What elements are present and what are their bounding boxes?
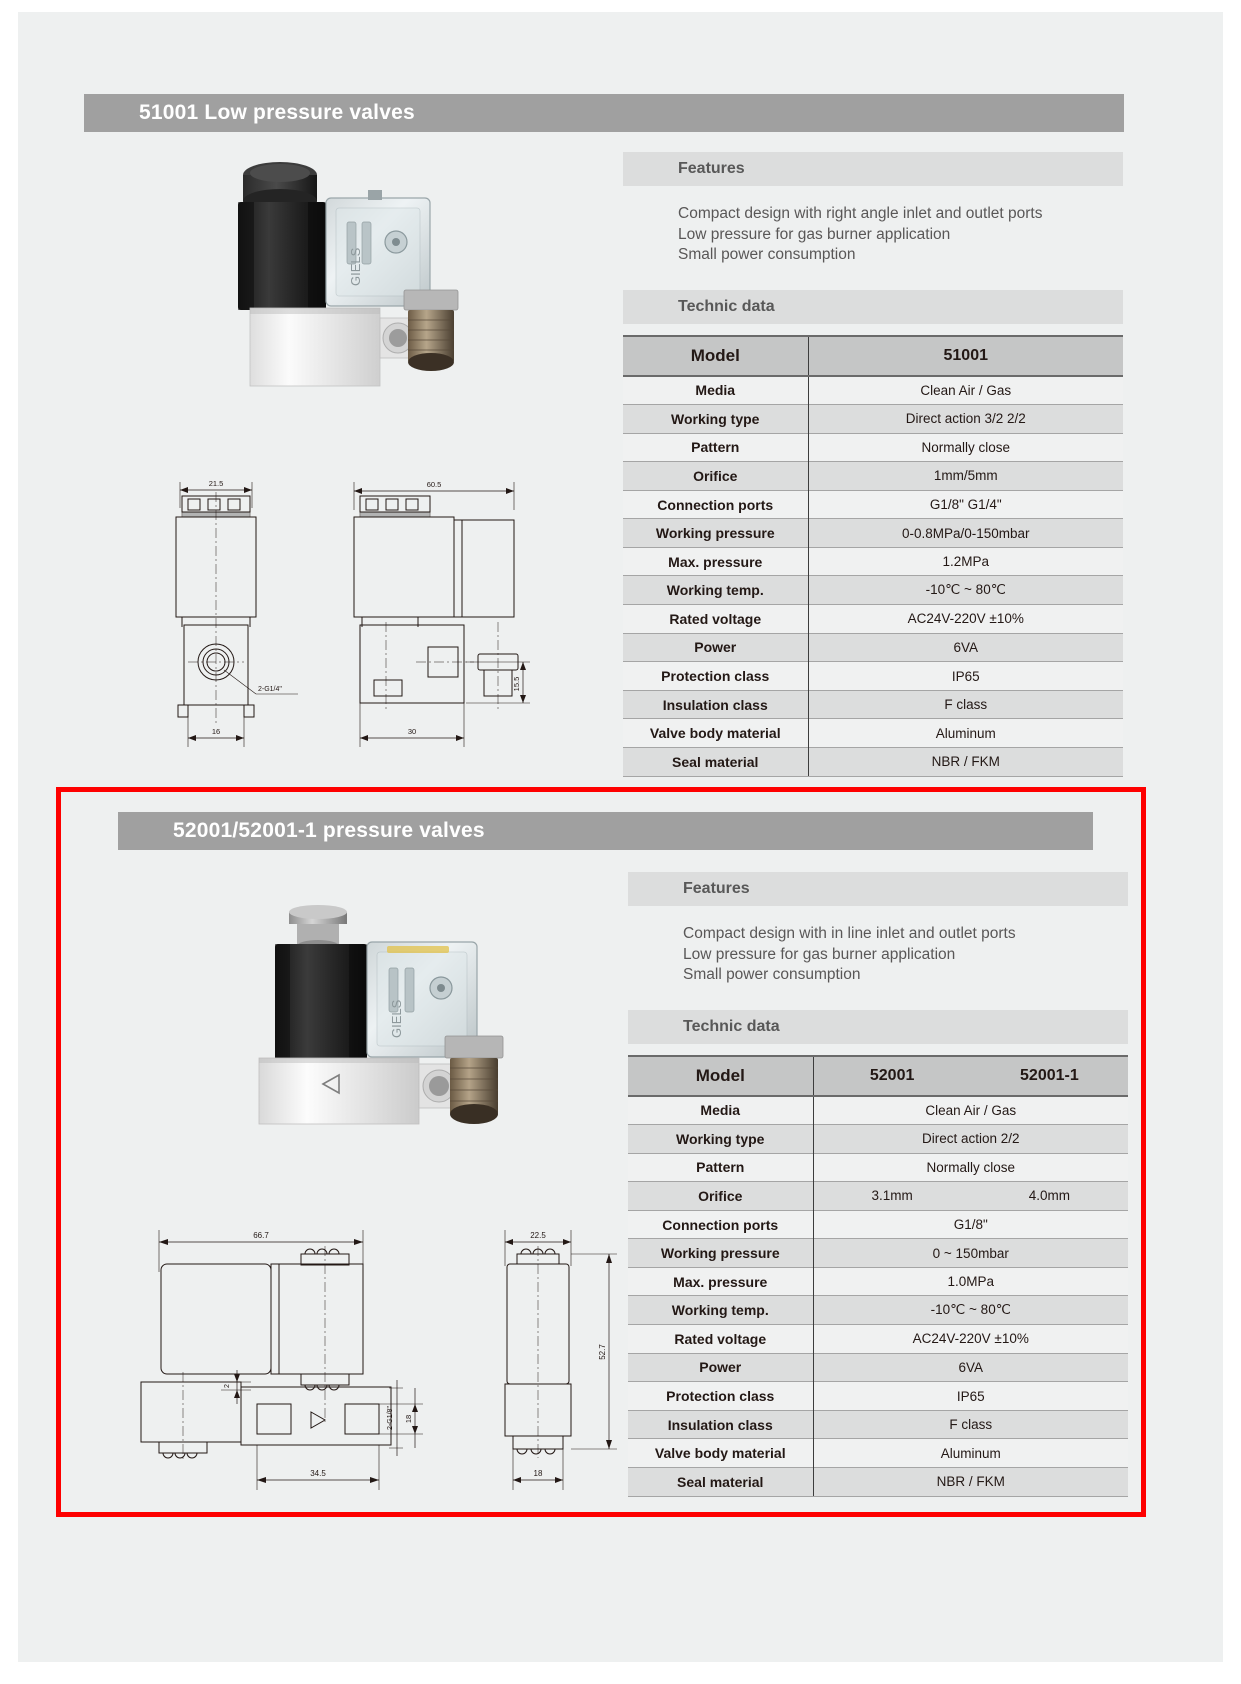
row-label: Connection ports (628, 1210, 813, 1239)
row-label: Protection class (628, 1382, 813, 1411)
row-label: Seal material (628, 1468, 813, 1497)
header-value (813, 1056, 1128, 1096)
row-value: AC24V-220V ±10% (808, 605, 1123, 634)
header-value-52001: 52001 (869, 1066, 915, 1084)
row-label: Connection ports (623, 490, 808, 519)
svg-text:22.5: 22.5 (530, 1231, 546, 1240)
row-label: Media (628, 1096, 813, 1125)
row-label: Working pressure (623, 519, 808, 548)
row-value: G1/8" G1/4" (808, 490, 1123, 519)
row-label: Rated voltage (623, 605, 808, 634)
svg-text:16: 16 (211, 727, 221, 736)
table-row (623, 662, 1123, 691)
svg-text:15.5: 15.5 (512, 676, 521, 692)
technic-table-52001 (628, 1055, 1128, 1497)
right-col-52001 (628, 872, 1128, 1497)
row-value: Direct action 2/2 (813, 1124, 1128, 1153)
table-row (623, 519, 1123, 548)
row-label: Rated voltage (628, 1325, 813, 1354)
svg-text:2: 2 (224, 1384, 231, 1388)
technic-heading-52001 (628, 1010, 1128, 1044)
row-label: Pattern (628, 1153, 813, 1182)
table-row (628, 1468, 1128, 1497)
features-heading-text-51001: Features (678, 160, 745, 177)
row-label: Working type (628, 1124, 813, 1153)
table-row (623, 404, 1123, 433)
table-row (628, 1410, 1128, 1439)
row-label: Orifice (628, 1182, 813, 1211)
product-photo-51001 (208, 140, 488, 415)
table-row (628, 1153, 1128, 1182)
row-label: Pattern (623, 433, 808, 462)
table-row (623, 490, 1123, 519)
svg-text:2-G1/4": 2-G1/4" (258, 686, 282, 693)
row-label: Max. pressure (623, 547, 808, 576)
row-value: Clean Air / Gas (808, 376, 1123, 405)
table-row (623, 605, 1123, 634)
table-row (628, 1325, 1128, 1354)
svg-text:52.7: 52.7 (598, 1344, 607, 1360)
row-value: 1mm/5mm (808, 462, 1123, 491)
row-value: F class (808, 690, 1123, 719)
row-label: Max. pressure (628, 1267, 813, 1296)
row-label: Working type (623, 404, 808, 433)
table-row (628, 1210, 1128, 1239)
table-header-row (628, 1056, 1128, 1096)
svg-text:34.5: 34.5 (310, 1469, 326, 1478)
row-value: 1.0MPa (813, 1267, 1128, 1296)
row-label: Power (623, 633, 808, 662)
table-row (628, 1439, 1128, 1468)
row-value: 6VA (813, 1353, 1128, 1382)
table-row (623, 376, 1123, 405)
row-value: 0-0.8MPa/0-150mbar (808, 519, 1123, 548)
svg-text:GIELS: GIELS (389, 999, 404, 1038)
technic-table-51001 (623, 335, 1123, 777)
row-value (813, 1182, 1128, 1211)
row-value: AC24V-220V ±10% (813, 1325, 1128, 1354)
svg-text:60.5: 60.5 (426, 480, 442, 489)
drawing-side-52001 (461, 1212, 641, 1517)
table-row (628, 1296, 1128, 1325)
orifice-52001-1: 4.0mm (1028, 1188, 1070, 1204)
row-value: -10℃ ~ 80℃ (813, 1296, 1128, 1325)
features-list-51001 (623, 186, 1123, 280)
feature-line: Low pressure for gas burner application (683, 945, 956, 963)
table-row (628, 1096, 1128, 1125)
row-value: Direct action 3/2 2/2 (808, 404, 1123, 433)
header-value-52001-1: 52001-1 (1020, 1066, 1079, 1084)
row-value: Normally close (813, 1153, 1128, 1182)
section-title-51001: 51001 Low pressure valves (139, 101, 415, 124)
row-value: G1/8" (813, 1210, 1128, 1239)
table-row (623, 576, 1123, 605)
header-value: 51001 (808, 336, 1123, 376)
table-row (623, 690, 1123, 719)
table-row (623, 433, 1123, 462)
feature-line: Small power consumption (678, 246, 856, 264)
section-51001 (18, 12, 1223, 787)
row-value: NBR / FKM (808, 748, 1123, 777)
technic-heading-text-51001: Technic data (678, 297, 775, 315)
header-label: Model (623, 336, 808, 376)
drawing-side-51001 (318, 462, 558, 777)
row-label: Working pressure (628, 1239, 813, 1268)
row-value: Clean Air / Gas (813, 1096, 1128, 1125)
table-row (628, 1382, 1128, 1411)
svg-text:18: 18 (404, 1414, 413, 1424)
feature-line: Low pressure for gas burner application (678, 225, 951, 243)
table-row (628, 1239, 1128, 1268)
table-row (628, 1124, 1128, 1153)
features-heading-51001 (623, 152, 1123, 186)
table-header-row (623, 336, 1123, 376)
feature-line: Compact design with right angle inlet and outlet ports (678, 205, 1043, 222)
row-value: IP65 (808, 662, 1123, 691)
row-value: Aluminum (813, 1439, 1128, 1468)
header-label: Model (628, 1056, 813, 1096)
row-label: Working temp. (628, 1296, 813, 1325)
table-row (623, 547, 1123, 576)
row-value: -10℃ ~ 80℃ (808, 576, 1123, 605)
drawing-front-52001 (111, 1212, 441, 1517)
row-value: 1.2MPa (808, 547, 1123, 576)
section-52001 (56, 787, 1146, 1517)
svg-text:66.7: 66.7 (253, 1231, 269, 1240)
svg-text:2-G1/8": 2-G1/8" (387, 1406, 394, 1430)
product-photo-52001 (219, 892, 519, 1177)
row-value: 6VA (808, 633, 1123, 662)
table-row (623, 719, 1123, 748)
section-title-bar-51001 (84, 94, 1124, 132)
features-list-52001 (628, 906, 1128, 1000)
row-label: Orifice (623, 462, 808, 491)
row-label: Insulation class (628, 1410, 813, 1439)
row-label: Valve body material (623, 719, 808, 748)
table-row (623, 748, 1123, 777)
section-title-52001: 52001/52001-1 pressure valves (173, 819, 485, 842)
table-row (623, 633, 1123, 662)
technic-heading-text-52001: Technic data (683, 1017, 780, 1035)
right-col-51001 (623, 152, 1123, 777)
row-label: Power (628, 1353, 813, 1382)
section-title-bar-52001 (118, 812, 1093, 850)
row-label: Protection class (623, 662, 808, 691)
table-row (628, 1267, 1128, 1296)
row-value: 0 ~ 150mbar (813, 1239, 1128, 1268)
orifice-52001: 3.1mm (871, 1188, 913, 1204)
table-row (628, 1353, 1128, 1382)
row-value: NBR / FKM (813, 1468, 1128, 1497)
feature-line: Compact design with in line inlet and outlet ports (683, 925, 1016, 942)
row-label: Insulation class (623, 690, 808, 719)
page-sheet (18, 12, 1223, 1662)
table-row (623, 462, 1123, 491)
table-row-orifice (628, 1182, 1128, 1211)
row-value: Normally close (808, 433, 1123, 462)
row-value: F class (813, 1410, 1128, 1439)
technic-heading-51001 (623, 290, 1123, 324)
svg-text:18: 18 (533, 1469, 543, 1478)
svg-text:GIELS: GIELS (348, 247, 363, 286)
row-value: Aluminum (808, 719, 1123, 748)
svg-text:30: 30 (407, 727, 417, 736)
svg-text:21.5: 21.5 (208, 479, 224, 488)
row-label: Media (623, 376, 808, 405)
features-heading-text-52001: Features (683, 880, 750, 897)
row-label: Working temp. (623, 576, 808, 605)
row-label: Seal material (623, 748, 808, 777)
feature-line: Small power consumption (683, 966, 861, 984)
row-value: IP65 (813, 1382, 1128, 1411)
features-heading-52001 (628, 872, 1128, 906)
row-label: Valve body material (628, 1439, 813, 1468)
